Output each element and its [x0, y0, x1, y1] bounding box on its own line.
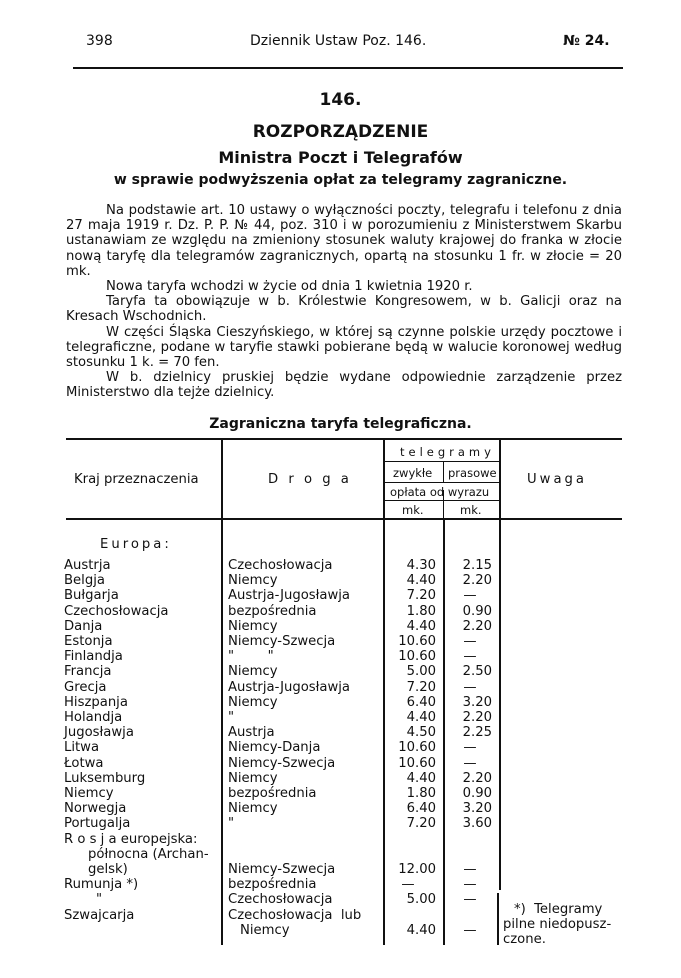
cell-country: Litwa: [64, 740, 100, 756]
cell-ordinary: 6.40: [406, 694, 436, 710]
header-rule: [73, 67, 623, 69]
cell-route: Niemcy-Szwecja: [228, 862, 336, 877]
cell-press: 3.20: [462, 694, 492, 710]
cell-press: —: [463, 679, 477, 695]
footnote: pilne niedopusz-: [503, 917, 612, 932]
cell-ordinary: 4.30: [406, 558, 436, 573]
journal-title: Dziennik Ustaw Poz. 146.: [250, 33, 427, 49]
cell-press: 2.15: [462, 558, 492, 573]
cell-country: gelsk): [88, 862, 128, 877]
cell-ordinary: 1.80: [406, 603, 436, 619]
col-divider: [443, 520, 445, 945]
header-bottom-rule: [66, 518, 622, 520]
cell-country: Rumunja *): [64, 877, 139, 893]
cell-route: ": [228, 710, 235, 725]
cell-press: —: [463, 922, 477, 938]
sub-rule: [384, 482, 499, 483]
cell-route: Niemcy: [228, 573, 278, 589]
cell-ordinary: 6.40: [406, 801, 436, 817]
cell-press: 2.20: [462, 710, 492, 725]
cell-ordinary: 4.40: [406, 770, 436, 786]
col-divider: [499, 440, 501, 890]
header-remarks: Uwaga: [527, 472, 587, 487]
cell-ordinary: —: [401, 877, 415, 893]
header-fee-per-word: opłata od wyrazu: [390, 485, 490, 499]
cell-ordinary: 4.50: [406, 725, 436, 741]
cell-route: bezpośrednia: [228, 603, 317, 619]
cell-country: R o s j a europejska:: [64, 831, 198, 847]
cell-press: —: [463, 649, 477, 665]
cell-route: Niemcy-Danja: [228, 740, 321, 756]
cell-route: Niemcy: [228, 770, 278, 786]
cell-route: Niemcy: [228, 694, 278, 710]
cell-route: Austrja-Jugosławja: [228, 679, 350, 695]
cell-press: 2.20: [462, 573, 492, 589]
issue-number: № 24.: [563, 33, 610, 49]
cell-route: Austrja-Jugosławja: [228, 588, 350, 604]
table-title: Zagraniczna taryfa telegraficzna.: [209, 416, 472, 432]
cell-press: 2.20: [462, 618, 492, 634]
cell-ordinary: 10.60: [398, 740, 436, 756]
footnote: czone.: [503, 932, 546, 947]
header-press: prasowe: [448, 466, 497, 480]
cell-ordinary: 10.60: [398, 755, 436, 771]
cell-press: 0.90: [462, 603, 492, 619]
sub-rule: [384, 461, 499, 462]
cell-route: Czechosłowacja: [228, 558, 333, 573]
cell-country: Czechosłowacja: [64, 603, 169, 619]
cell-press: —: [463, 634, 477, 649]
header-telegrams: telegramy: [400, 445, 495, 459]
table-top-rule: [66, 438, 622, 440]
col-divider: [221, 440, 223, 945]
cell-press: —: [463, 588, 477, 604]
cell-country: Estonja: [64, 634, 113, 649]
cell-route: Niemcy-Szwecja: [228, 755, 336, 771]
cell-ordinary: 4.40: [406, 710, 436, 725]
act-title: ROZPORZĄDZENIE: [252, 122, 429, 142]
cell-press: —: [463, 877, 477, 893]
cell-country: Danja: [64, 618, 103, 634]
cell-route: Czechosłowacja: [228, 892, 333, 908]
cell-ordinary: 1.80: [406, 786, 436, 801]
header-unit-ordinary: mk.: [402, 503, 424, 517]
cell-press: —: [463, 740, 477, 756]
cell-country: Grecja: [64, 679, 107, 695]
cell-ordinary: 4.40: [406, 573, 436, 589]
cell-route: Niemcy: [228, 801, 278, 817]
paragraph: W części Śląska Cieszyńskiego, w której są czynne polskie urzędy pocztowe i telegraficzne, podane w taryfie stawki pobierane będą w walucie koronowej według stosunku 1 k. = 70 fen.: [66, 324, 622, 371]
cell-ordinary: 10.60: [398, 634, 436, 649]
header-route: D r o g a: [268, 472, 352, 487]
cell-country: północna (Archan-: [88, 846, 209, 862]
cell-country: Jugosławja: [64, 725, 134, 741]
act-issuer: Ministra Poczt i Telegrafów: [218, 148, 463, 167]
paragraph: Na podstawie art. 10 ustawy o wyłączności poczty, telegrafu i telefonu z dnia 27 maja 1919 r. Dz. P. P. № 44, poz. 310 i w porozumieniu z Ministerstwem Skarbu ustanawiam ze względu na zmieniony stosunek waluty krajowej do franka w złocie nową taryfę dla telegramów zagranicznych, opartą na stosunku 1 fr. w złocie = 20 mk.: [66, 203, 622, 279]
paragraph: Nowa taryfa wchodzi w życie od dnia 1 kwietnia 1920 r.: [106, 279, 473, 295]
cell-press: 2.20: [462, 770, 492, 786]
cell-country: Luksemburg: [64, 770, 146, 786]
cell-country: Belgja: [64, 573, 105, 589]
header-ordinary: zwykłe: [393, 466, 433, 480]
cell-route: bezpośrednia: [228, 786, 317, 801]
cell-country: Norwegja: [64, 801, 127, 817]
cell-route: Austrja: [228, 725, 275, 741]
cell-route: Niemcy: [240, 922, 290, 938]
page-number: 398: [86, 33, 113, 49]
body-text: [66, 203, 622, 401]
cell-country: Niemcy: [64, 786, 114, 801]
cell-press: 2.25: [462, 725, 492, 741]
cell-ordinary: 10.60: [398, 649, 436, 665]
paragraph: W b. dzielnicy pruskiej będzie wydane odpowiednie zarządzenie przez Ministerstwo dla tejże dzielnicy.: [66, 370, 622, 401]
cell-route: Niemcy-Szwecja: [228, 634, 336, 649]
cell-press: 3.20: [462, 801, 492, 817]
cell-country: Francja: [64, 664, 112, 680]
cell-press: —: [463, 755, 477, 771]
cell-ordinary: 12.00: [398, 862, 436, 877]
header-unit-press: mk.: [460, 503, 482, 517]
header-country: Kraj przeznaczenia: [74, 472, 199, 487]
cell-route: Czechosłowacja lub: [228, 907, 362, 923]
col-divider: [443, 462, 444, 482]
paragraph: Taryfa ta obowiązuje w b. Królestwie Kongresowem, w b. Galicji oraz na Kresach Wschodnich.: [66, 294, 622, 325]
cell-route: Niemcy: [228, 618, 278, 634]
cell-ordinary: 7.20: [406, 816, 436, 832]
cell-ordinary: 7.20: [406, 588, 436, 604]
cell-press: 2.50: [462, 664, 492, 680]
cell-country: Bułgarja: [64, 588, 119, 604]
cell-country: Łotwa: [64, 755, 104, 771]
footnote: *) Telegramy: [514, 902, 603, 917]
cell-route: " ": [228, 649, 274, 665]
cell-country: Austrja: [64, 558, 111, 573]
cell-country: Holandja: [64, 710, 123, 725]
cell-press: 3.60: [462, 816, 492, 832]
cell-country: Finlandja: [64, 649, 123, 665]
cell-route: Niemcy: [228, 664, 278, 680]
cell-press: —: [463, 862, 477, 877]
cell-route: ": [228, 816, 235, 832]
sub-rule: [384, 500, 499, 501]
col-divider: [497, 893, 499, 945]
cell-ordinary: 7.20: [406, 679, 436, 695]
section-europe: Europa:: [100, 537, 172, 552]
cell-country: Hiszpanja: [64, 694, 128, 710]
act-number: 146.: [319, 90, 362, 110]
cell-ordinary: 4.40: [406, 618, 436, 634]
cell-ordinary: 5.00: [406, 664, 436, 680]
cell-ordinary: 5.00: [406, 892, 436, 908]
cell-route: bezpośrednia: [228, 877, 317, 893]
cell-ordinary: 4.40: [406, 922, 436, 938]
cell-press: 0.90: [462, 786, 492, 801]
cell-country: ": [96, 892, 103, 908]
cell-press: —: [463, 892, 477, 908]
cell-country: Portugalja: [64, 816, 131, 832]
act-subject: w sprawie podwyższenia opłat za telegramy zagraniczne.: [113, 172, 568, 188]
cell-country: Szwajcarja: [64, 907, 135, 923]
